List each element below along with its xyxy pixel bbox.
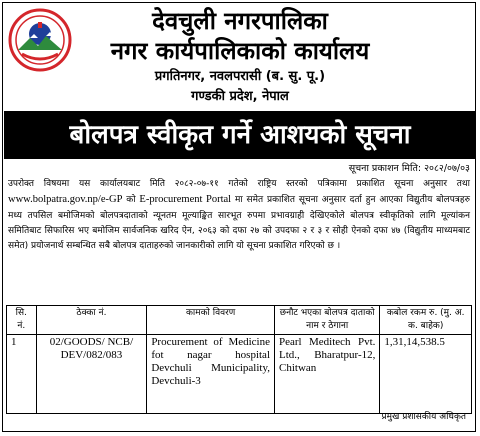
body-text-1: उपरोक्त विषयमा यस कार्यालयबाट मिति २०८२-०७-११ गतेको राष्ट्रिय स्तरको पत्रिकामा प्रकाशित सूचना अनुसार तथा [8, 179, 470, 189]
table-header-row [7, 306, 472, 335]
municipality-name: देवचुली नगरपालिका [152, 7, 328, 35]
cell-contract-no: 02/GOODS/ NCB/ DEV/082/083 [36, 335, 147, 414]
office-name: नगर कार्यपालिकाको कार्यालय [110, 37, 370, 65]
body-text-3: मा समेत प्रकाशित सूचना अनुसार दर्ता हुन आएका विद्युतीय बोलपत्रहरु मध्य तपसिल बमोजिमको बोलपत्रदाताको न्यूनतम मूल्याङ्कित सारभूत रुपमा प्रभावग्राही देखिएकोले बोलपत्र स्वीकृतिको लागि मूल्यांकन समितिबाट सिफारिस भए बमोजिम सार्वजनिक खरिद ऐन, २०६३ को दफा २७ को उपदफा २ र ३ र सोही ऐनको दफा ४७ (विद्युतीय माध्यमबाट समेत) प्रयोजनार्थ सम्बन्धित सबै बोलपत्र दाताहरुको जानकारीको लागि यो सूचना प्रकाशित गरिएको छ । [8, 195, 470, 252]
province-country: गण्डकी प्रदेश, नेपाल [191, 89, 289, 104]
cell-sn: 1 [7, 335, 37, 414]
cell-amount: 1,31,14,538.5 [380, 335, 472, 414]
cell-description: Procurement of Medicine fot nagar hospital Devchuli Municipality, Devchuli-3 [147, 335, 275, 414]
signatory: प्रमुख प्रशासकीय अधिकृत [381, 412, 466, 422]
body-text-2: को [126, 195, 136, 206]
col-header-description: कामको विवरण [147, 306, 275, 335]
bolpatra-link[interactable]: www.bolpatra.gov.np/e-GP [8, 194, 123, 206]
col-header-bidder: छनौट भएका बोलपत्र दाताको नाम र ठेगाना [275, 306, 380, 335]
cell-bidder: Pearl Meditech Pvt. Ltd., Bharatpur-12, Chitwan [275, 335, 380, 414]
col-header-amount: कबोल रकम रु. (मु. अ. क. बाहेक) [380, 306, 472, 335]
col-header-sn: सि. नं. [7, 306, 37, 335]
notice-body [8, 177, 470, 254]
office-address: प्रगतिनगर, नवलपरासी (ब. सु. पू.) [154, 69, 326, 84]
bid-table [6, 305, 472, 414]
eprocurement-portal-text: E-procurement Portal [139, 194, 232, 206]
notice-title-banner: बोलपत्र स्वीकृत गर्ने आशयको सूचना [4, 111, 476, 159]
col-header-contract-no: ठेक्का नं. [36, 306, 147, 335]
table-row [7, 335, 472, 414]
notice-date: सूचना प्रकाशन मिति: २०८२/०७/०३ [348, 163, 470, 174]
